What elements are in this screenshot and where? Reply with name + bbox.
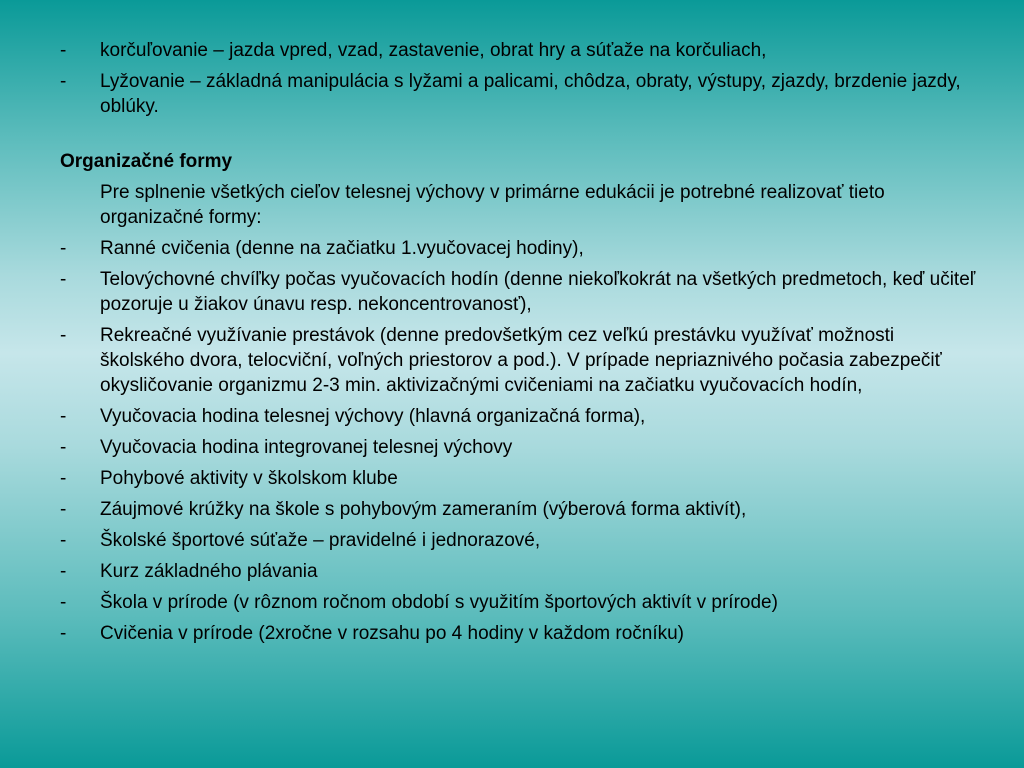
section-intro: Pre splnenie všetkých cieľov telesnej výchovy v primárne edukácii je potrebné realizovať tieto organizačné formy: <box>100 182 885 228</box>
list-item-text: Rekreačné využívanie prestávok (denne predovšetkým cez veľkú prestávku využívať možnosti školského dvora, telocviční, voľných priestorov a pod.). V prípade nepriaznivého počasia zabezpečiť okysličovanie organizmu 2-3 min. aktivizačnými cvičeniami na začiatku vyučovacích hodín, <box>100 325 942 396</box>
bullet-dash: - <box>60 238 67 259</box>
bullet-dash: - <box>60 437 67 458</box>
list-item-text: korčuľovanie – jazda vpred, vzad, zastavenie, obrat hry a súťaže na korčuliach, <box>100 40 767 61</box>
list-item-text: Vyučovacia hodina integrovanej telesnej výchovy <box>100 437 513 458</box>
list-item-text: Vyučovacia hodina telesnej výchovy (hlavná organizačná forma), <box>100 406 646 427</box>
list-item-text: Školské športové súťaže – pravidelné i jednorazové, <box>100 530 541 551</box>
list-item-text: Telovýchovné chvíľky počas vyučovacích hodín (denne niekoľkokrát na všetkých predmetoch, keď učiteľ pozoruje u žiakov únavu resp. nekoncentrovanosť), <box>100 269 976 315</box>
list-item <box>60 435 980 460</box>
bullet-dash: - <box>60 530 67 551</box>
section-heading: Organizačné formy <box>60 151 233 172</box>
list-item-text: Ranné cvičenia (denne na začiatku 1.vyučovacej hodiny), <box>100 238 584 259</box>
list-item-text: Záujmové krúžky na škole s pohybovým zameraním (výberová forma aktivít), <box>100 499 747 520</box>
list-item <box>60 69 980 119</box>
list-item <box>60 323 980 398</box>
bullet-dash: - <box>60 71 67 92</box>
list-item <box>60 497 980 522</box>
list-item <box>60 590 980 615</box>
bullet-dash: - <box>60 623 67 644</box>
slide-content <box>60 38 980 652</box>
list-item <box>60 528 980 553</box>
list-item <box>60 38 980 63</box>
bullet-dash: - <box>60 40 67 61</box>
list-item <box>60 236 980 261</box>
bullet-dash: - <box>60 499 67 520</box>
bullet-dash: - <box>60 561 67 582</box>
list-item <box>60 621 980 646</box>
list-item-text: Pohybové aktivity v školskom klube <box>100 468 398 489</box>
list-item <box>60 404 980 429</box>
bullet-dash: - <box>60 325 67 346</box>
bullet-dash: - <box>60 468 67 489</box>
bullet-dash: - <box>60 406 67 427</box>
bullet-dash: - <box>60 592 67 613</box>
list-item-text: Cvičenia v prírode (2xročne v rozsahu po 4 hodiny v každom ročníku) <box>100 623 684 644</box>
list-item <box>60 267 980 317</box>
list-item <box>60 466 980 491</box>
list-item <box>60 559 980 584</box>
list-item-text: Škola v prírode (v rôznom ročnom období s využitím športových aktivít v prírode) <box>100 592 778 613</box>
list-item-text: Kurz základného plávania <box>100 561 318 582</box>
bullet-dash: - <box>60 269 67 290</box>
list-item-text: Lyžovanie – základná manipulácia s lyžami a palicami, chôdza, obraty, výstupy, zjazdy, brzdenie jazdy, oblúky. <box>100 71 961 117</box>
